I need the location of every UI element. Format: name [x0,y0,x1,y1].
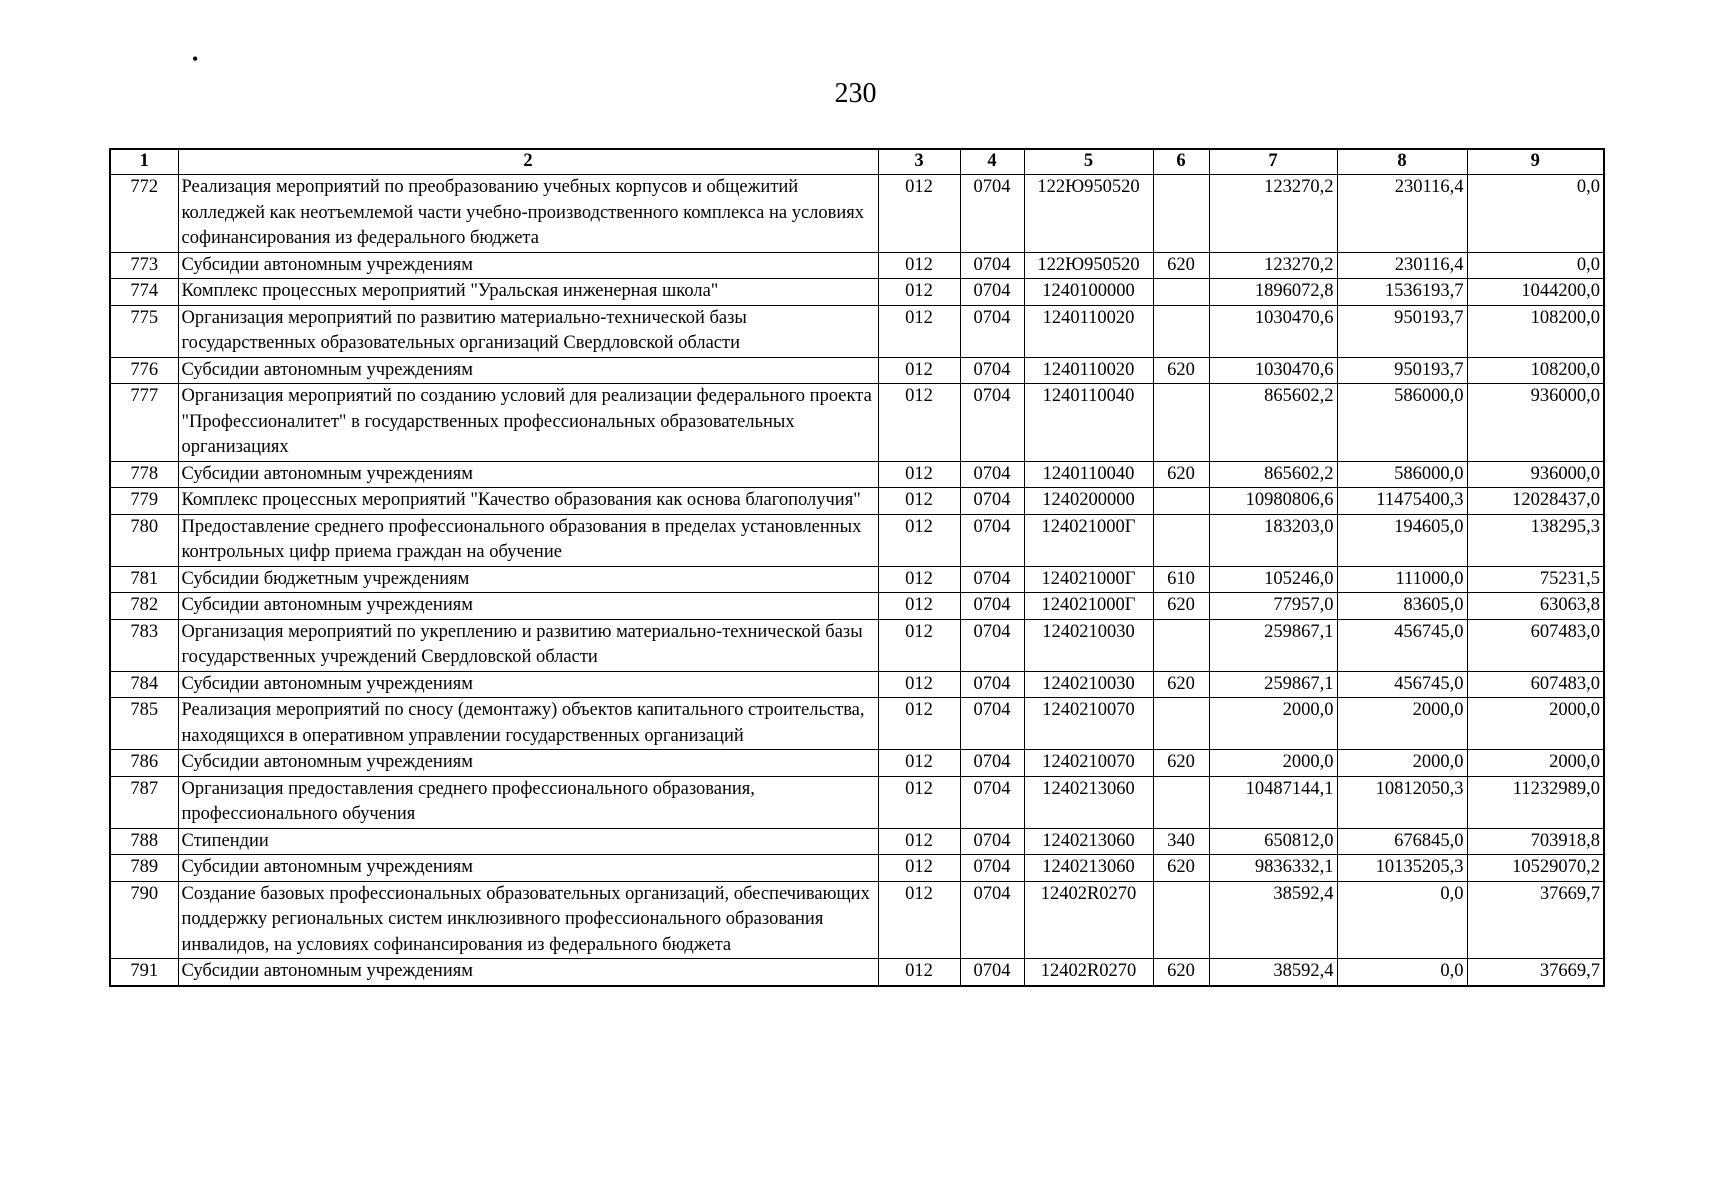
amount-col-7: 10487144,1 [1209,776,1337,828]
row-number: 775 [110,305,178,357]
amount-col-8: 586000,0 [1337,384,1467,462]
table-row [110,619,1604,671]
item-name: Организация мероприятий по созданию условий для реализации федерального проекта "Профессионалитет" в государственных профессиональных образовательных организациях [178,384,878,462]
ministry-code: 012 [878,305,960,357]
amount-col-7: 259867,1 [1209,619,1337,671]
target-article-code: 1240100000 [1024,279,1153,306]
amount-col-8: 456745,0 [1337,619,1467,671]
expense-type-code: 620 [1153,252,1209,279]
table-row [110,750,1604,777]
expense-type-code [1153,776,1209,828]
amount-col-7: 123270,2 [1209,175,1337,253]
target-article-code: 122Ю950520 [1024,175,1153,253]
expense-type-code [1153,305,1209,357]
row-number: 790 [110,881,178,959]
table-row [110,776,1604,828]
column-header: 1 [110,149,178,175]
target-article-code: 122Ю950520 [1024,252,1153,279]
target-article-code: 1240210030 [1024,619,1153,671]
amount-col-9: 37669,7 [1467,881,1604,959]
row-number: 783 [110,619,178,671]
amount-col-7: 650812,0 [1209,828,1337,855]
amount-col-8: 950193,7 [1337,305,1467,357]
ministry-code: 012 [878,514,960,566]
amount-col-9: 75231,5 [1467,566,1604,593]
row-number: 772 [110,175,178,253]
amount-col-7: 865602,2 [1209,461,1337,488]
ministry-code: 012 [878,357,960,384]
table-row [110,514,1604,566]
item-name: Комплекс процессных мероприятий "Качество образования как основа благополучия" [178,488,878,515]
item-name: Субсидии автономным учреждениям [178,593,878,620]
amount-col-8: 0,0 [1337,959,1467,986]
amount-col-8: 83605,0 [1337,593,1467,620]
ministry-code: 012 [878,698,960,750]
item-name: Субсидии автономным учреждениям [178,461,878,488]
expense-type-code [1153,175,1209,253]
item-name: Субсидии автономным учреждениям [178,671,878,698]
amount-col-7: 10980806,6 [1209,488,1337,515]
section-code: 0704 [960,881,1024,959]
item-name: Субсидии автономным учреждениям [178,357,878,384]
ministry-code: 012 [878,671,960,698]
table-row [110,175,1604,253]
ministry-code: 012 [878,461,960,488]
amount-col-9: 12028437,0 [1467,488,1604,515]
table-row [110,593,1604,620]
target-article-code: 1240210070 [1024,698,1153,750]
amount-col-7: 183203,0 [1209,514,1337,566]
amount-col-7: 123270,2 [1209,252,1337,279]
target-article-code: 124021000Г [1024,566,1153,593]
ministry-code: 012 [878,566,960,593]
expense-type-code: 620 [1153,671,1209,698]
section-code: 0704 [960,461,1024,488]
item-name: Создание базовых профессиональных образовательных организаций, обеспечивающих поддержку региональных систем инклюзивного профессионального образования инвалидов, на условиях софинансирования из федерального бюджета [178,881,878,959]
amount-col-7: 9836332,1 [1209,855,1337,882]
expense-type-code [1153,514,1209,566]
target-article-code: 1240213060 [1024,828,1153,855]
target-article-code: 1240210030 [1024,671,1153,698]
amount-col-8: 111000,0 [1337,566,1467,593]
amount-col-7: 77957,0 [1209,593,1337,620]
ministry-code: 012 [878,175,960,253]
amount-col-9: 138295,3 [1467,514,1604,566]
ministry-code: 012 [878,855,960,882]
row-number: 776 [110,357,178,384]
amount-col-9: 108200,0 [1467,357,1604,384]
item-name: Субсидии автономным учреждениям [178,855,878,882]
table-row [110,384,1604,462]
item-name: Организация предоставления среднего профессионального образования, профессионального обучения [178,776,878,828]
amount-col-7: 2000,0 [1209,750,1337,777]
row-number: 779 [110,488,178,515]
table-row [110,566,1604,593]
table-row [110,671,1604,698]
table-row [110,305,1604,357]
row-number: 774 [110,279,178,306]
row-number: 788 [110,828,178,855]
table-row [110,252,1604,279]
section-code: 0704 [960,279,1024,306]
amount-col-8: 586000,0 [1337,461,1467,488]
amount-col-9: 0,0 [1467,252,1604,279]
row-number: 780 [110,514,178,566]
budget-table [109,148,1605,987]
row-number: 777 [110,384,178,462]
row-number: 785 [110,698,178,750]
target-article-code: 1240213060 [1024,776,1153,828]
expense-type-code [1153,881,1209,959]
expense-type-code: 620 [1153,855,1209,882]
row-number: 781 [110,566,178,593]
amount-col-9: 703918,8 [1467,828,1604,855]
column-header: 5 [1024,149,1153,175]
item-name: Стипендии [178,828,878,855]
table-row [110,279,1604,306]
expense-type-code: 620 [1153,750,1209,777]
expense-type-code: 620 [1153,593,1209,620]
expense-type-code: 620 [1153,461,1209,488]
row-number: 789 [110,855,178,882]
table-row [110,828,1604,855]
expense-type-code [1153,698,1209,750]
expense-type-code: 620 [1153,357,1209,384]
amount-col-7: 1030470,6 [1209,357,1337,384]
table-row [110,698,1604,750]
section-code: 0704 [960,357,1024,384]
item-name: Организация мероприятий по развитию материально-технической базы государственных образовательных организаций Свердловской области [178,305,878,357]
amount-col-8: 230116,4 [1337,252,1467,279]
column-header: 8 [1337,149,1467,175]
item-name: Организация мероприятий по укреплению и развитию материально-технической базы государственных учреждений Свердловской области [178,619,878,671]
table-row [110,357,1604,384]
expense-type-code: 610 [1153,566,1209,593]
expense-type-code [1153,619,1209,671]
row-number: 786 [110,750,178,777]
column-header: 7 [1209,149,1337,175]
row-number: 787 [110,776,178,828]
section-code: 0704 [960,175,1024,253]
table-row [110,461,1604,488]
amount-col-7: 2000,0 [1209,698,1337,750]
amount-col-7: 259867,1 [1209,671,1337,698]
expense-type-code: 340 [1153,828,1209,855]
item-name: Субсидии автономным учреждениям [178,959,878,986]
amount-col-7: 38592,4 [1209,881,1337,959]
amount-col-8: 230116,4 [1337,175,1467,253]
section-code: 0704 [960,566,1024,593]
section-code: 0704 [960,750,1024,777]
amount-col-9: 1044200,0 [1467,279,1604,306]
ministry-code: 012 [878,279,960,306]
amount-col-7: 38592,4 [1209,959,1337,986]
ministry-code: 012 [878,488,960,515]
expense-type-code [1153,384,1209,462]
amount-col-9: 2000,0 [1467,750,1604,777]
stray-mark: • [192,49,199,69]
target-article-code: 1240213060 [1024,855,1153,882]
amount-col-8: 456745,0 [1337,671,1467,698]
item-name: Предоставление среднего профессионального образования в пределах установленных контрольных цифр приема граждан на обучение [178,514,878,566]
ministry-code: 012 [878,881,960,959]
item-name: Реализация мероприятий по сносу (демонтажу) объектов капитального строительства, находящихся в оперативном управлении государственных организаций [178,698,878,750]
table-header-row [110,149,1604,175]
amount-col-9: 607483,0 [1467,671,1604,698]
ministry-code: 012 [878,252,960,279]
amount-col-9: 37669,7 [1467,959,1604,986]
target-article-code: 1240200000 [1024,488,1153,515]
item-name: Субсидии автономным учреждениям [178,252,878,279]
column-header: 4 [960,149,1024,175]
table-row [110,855,1604,882]
expense-type-code [1153,279,1209,306]
section-code: 0704 [960,698,1024,750]
table-row [110,488,1604,515]
section-code: 0704 [960,488,1024,515]
item-name: Комплекс процессных мероприятий "Уральская инженерная школа" [178,279,878,306]
amount-col-8: 0,0 [1337,881,1467,959]
amount-col-8: 950193,7 [1337,357,1467,384]
item-name: Субсидии автономным учреждениям [178,750,878,777]
target-article-code: 12402R0270 [1024,881,1153,959]
target-article-code: 12402R0270 [1024,959,1153,986]
column-header: 9 [1467,149,1604,175]
amount-col-9: 607483,0 [1467,619,1604,671]
row-number: 791 [110,959,178,986]
target-article-code: 1240110020 [1024,357,1153,384]
section-code: 0704 [960,776,1024,828]
amount-col-8: 194605,0 [1337,514,1467,566]
ministry-code: 012 [878,750,960,777]
table-row [110,959,1604,986]
item-name: Реализация мероприятий по преобразованию учебных корпусов и общежитий колледжей как неотъемлемой части учебно-производственного комплекса на условиях софинансирования из федерального бюджета [178,175,878,253]
amount-col-8: 10135205,3 [1337,855,1467,882]
page-number: 230 [834,78,877,109]
row-number: 784 [110,671,178,698]
section-code: 0704 [960,619,1024,671]
amount-col-8: 1536193,7 [1337,279,1467,306]
amount-col-8: 2000,0 [1337,698,1467,750]
amount-col-9: 63063,8 [1467,593,1604,620]
amount-col-7: 105246,0 [1209,566,1337,593]
expense-type-code: 620 [1153,959,1209,986]
expense-type-code [1153,488,1209,515]
item-name: Субсидии бюджетным учреждениям [178,566,878,593]
ministry-code: 012 [878,776,960,828]
section-code: 0704 [960,855,1024,882]
amount-col-8: 10812050,3 [1337,776,1467,828]
ministry-code: 012 [878,593,960,620]
section-code: 0704 [960,384,1024,462]
section-code: 0704 [960,593,1024,620]
amount-col-8: 11475400,3 [1337,488,1467,515]
target-article-code: 124021000Г [1024,593,1153,620]
amount-col-9: 0,0 [1467,175,1604,253]
amount-col-8: 2000,0 [1337,750,1467,777]
section-code: 0704 [960,828,1024,855]
section-code: 0704 [960,252,1024,279]
amount-col-7: 1896072,8 [1209,279,1337,306]
section-code: 0704 [960,959,1024,986]
amount-col-9: 11232989,0 [1467,776,1604,828]
amount-col-9: 936000,0 [1467,461,1604,488]
amount-col-9: 10529070,2 [1467,855,1604,882]
section-code: 0704 [960,514,1024,566]
row-number: 773 [110,252,178,279]
amount-col-7: 865602,2 [1209,384,1337,462]
column-header: 3 [878,149,960,175]
amount-col-9: 108200,0 [1467,305,1604,357]
target-article-code: 1240110040 [1024,461,1153,488]
column-header: 6 [1153,149,1209,175]
amount-col-9: 2000,0 [1467,698,1604,750]
target-article-code: 124021000Г [1024,514,1153,566]
amount-col-8: 676845,0 [1337,828,1467,855]
column-header: 2 [178,149,878,175]
ministry-code: 012 [878,959,960,986]
amount-col-9: 936000,0 [1467,384,1604,462]
section-code: 0704 [960,671,1024,698]
row-number: 782 [110,593,178,620]
table-row [110,881,1604,959]
amount-col-7: 1030470,6 [1209,305,1337,357]
ministry-code: 012 [878,384,960,462]
section-code: 0704 [960,305,1024,357]
target-article-code: 1240210070 [1024,750,1153,777]
row-number: 778 [110,461,178,488]
ministry-code: 012 [878,828,960,855]
target-article-code: 1240110020 [1024,305,1153,357]
target-article-code: 1240110040 [1024,384,1153,462]
ministry-code: 012 [878,619,960,671]
